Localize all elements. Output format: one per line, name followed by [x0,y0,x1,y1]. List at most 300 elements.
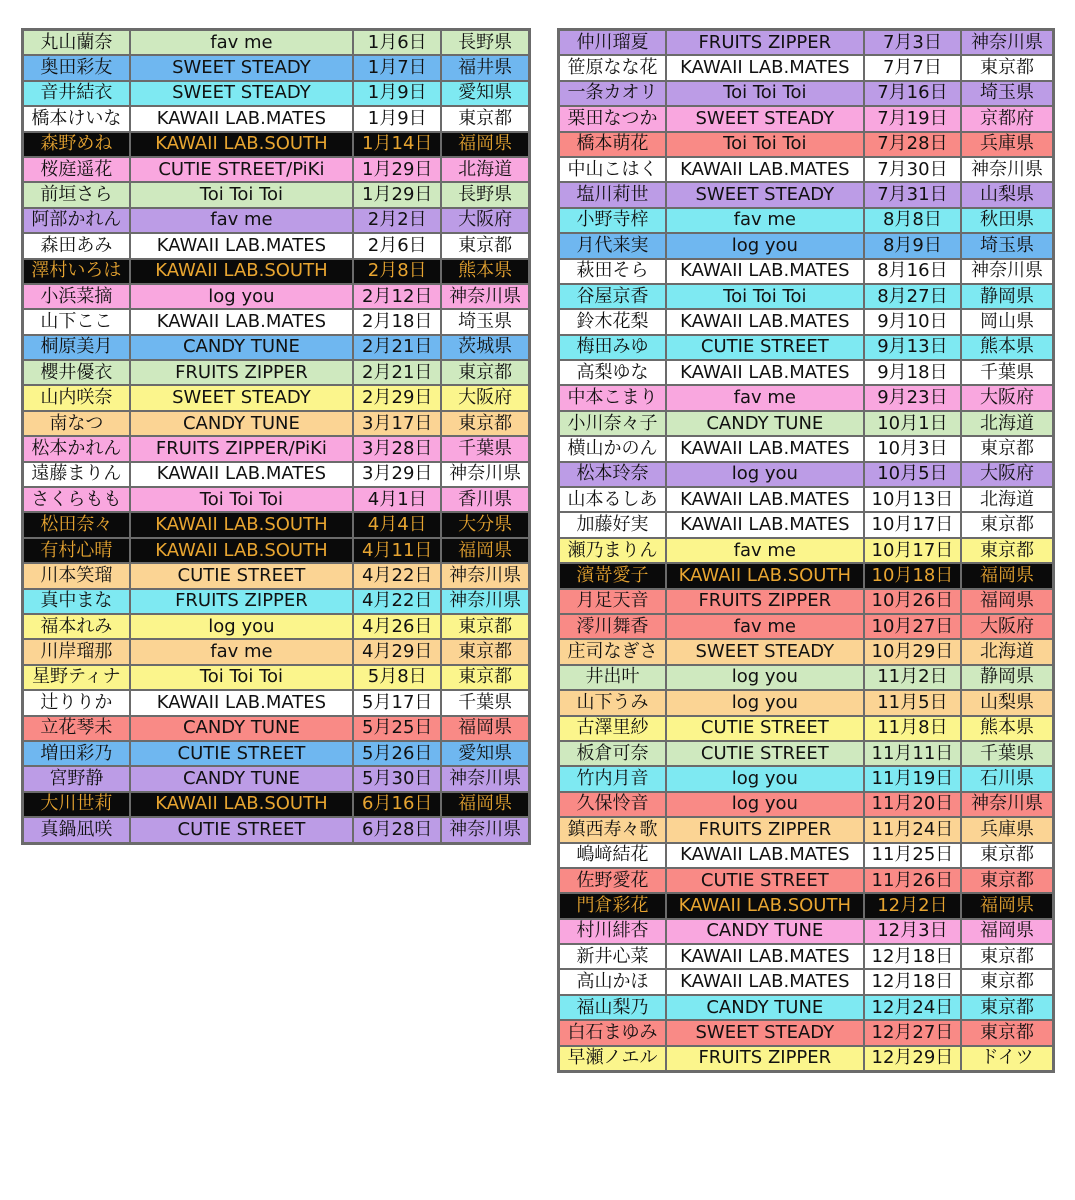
birthday-table-right [557,28,1055,1073]
birthday-cell: 7月16日 [864,81,961,106]
member-name-cell: 丸山蘭奈 [23,30,130,56]
table-row [559,512,1054,537]
table-row [559,385,1054,410]
birthday-cell: 11月19日 [864,766,961,791]
table-row [559,741,1054,766]
group-cell: CUTIE STREET [130,563,353,588]
prefecture-cell: 福岡県 [441,792,529,817]
member-name-cell: 松本かれん [23,436,130,461]
group-cell: KAWAII LAB.MATES [666,55,864,80]
prefecture-cell: 千葉県 [441,436,529,461]
birthday-cell: 5月25日 [353,716,441,741]
birthday-cell: 12月2日 [864,893,961,918]
table-row [23,30,530,56]
birthday-cell: 11月8日 [864,716,961,741]
prefecture-cell: 神奈川県 [441,766,529,791]
birthday-cell: 2月12日 [353,284,441,309]
group-cell: SWEET STEADY [666,639,864,664]
prefecture-cell: 大阪府 [441,385,529,410]
birthday-cell: 11月20日 [864,792,961,817]
prefecture-cell: 兵庫県 [961,817,1053,842]
member-name-cell: 山下うみ [559,690,666,715]
birthday-cell: 9月18日 [864,360,961,385]
table-row [23,639,530,664]
member-name-cell: 大川世莉 [23,792,130,817]
birthday-cell: 4月11日 [353,538,441,563]
member-name-cell: 奥田彩友 [23,55,130,80]
table-row [559,690,1054,715]
group-cell: fav me [666,208,864,233]
member-name-cell: 久保怜音 [559,792,666,817]
group-cell: log you [666,665,864,690]
group-cell: CUTIE STREET [666,741,864,766]
prefecture-cell: 香川県 [441,487,529,512]
group-cell: KAWAII LAB.MATES [666,944,864,969]
group-cell: SWEET STEADY [130,385,353,410]
member-name-cell: 月代来実 [559,233,666,258]
group-cell: Toi Toi Toi [666,132,864,157]
prefecture-cell: 東京都 [441,411,529,436]
table-row [23,538,530,563]
group-cell: KAWAII LAB.MATES [666,436,864,461]
birthday-cell: 10月29日 [864,639,961,664]
birthday-cell: 7月7日 [864,55,961,80]
birthday-cell: 11月24日 [864,817,961,842]
prefecture-cell: 神奈川県 [441,817,529,843]
birthday-cell: 8月16日 [864,259,961,284]
group-cell: log you [666,766,864,791]
table-row [23,512,530,537]
table-row [559,995,1054,1020]
prefecture-cell: 神奈川県 [961,792,1053,817]
prefecture-cell: 福岡県 [441,716,529,741]
birthday-cell: 10月17日 [864,512,961,537]
table-row [559,665,1054,690]
group-cell: SWEET STEADY [666,1020,864,1045]
prefecture-cell: 京都府 [961,106,1053,131]
group-cell: FRUITS ZIPPER [666,1046,864,1072]
prefecture-cell: 東京都 [961,843,1053,868]
prefecture-cell: 山梨県 [961,690,1053,715]
birthday-cell: 1月6日 [353,30,441,56]
table-row [23,360,530,385]
birthday-cell: 5月8日 [353,665,441,690]
member-name-cell: 新井心菜 [559,944,666,969]
member-name-cell: 小川奈々子 [559,411,666,436]
table-row [23,436,530,461]
member-name-cell: 澪川舞香 [559,614,666,639]
member-name-cell: 瀬乃まりん [559,538,666,563]
table-row [23,614,530,639]
member-name-cell: 濱嵜愛子 [559,563,666,588]
member-name-cell: 白石まゆみ [559,1020,666,1045]
prefecture-cell: ドイツ [961,1046,1053,1072]
prefecture-cell: 大阪府 [961,462,1053,487]
birthday-cell: 10月27日 [864,614,961,639]
member-name-cell: 小野寺梓 [559,208,666,233]
prefecture-cell: 兵庫県 [961,132,1053,157]
table-row [23,690,530,715]
group-cell: FRUITS ZIPPER [130,360,353,385]
group-cell: log you [666,233,864,258]
prefecture-cell: 大阪府 [961,385,1053,410]
birthday-cell: 10月5日 [864,462,961,487]
member-name-cell: 山内咲奈 [23,385,130,410]
table-row [559,436,1054,461]
prefecture-cell: 熊本県 [961,716,1053,741]
group-cell: fav me [130,208,353,233]
group-cell: fav me [666,614,864,639]
group-cell: log you [130,614,353,639]
group-cell: log you [130,284,353,309]
table-row [559,1046,1054,1072]
member-name-cell: 中山こはく [559,157,666,182]
prefecture-cell: 福岡県 [961,563,1053,588]
table-row [23,284,530,309]
birthday-cell: 3月28日 [353,436,441,461]
group-cell: KAWAII LAB.SOUTH [130,132,353,157]
table-row [559,411,1054,436]
group-cell: CANDY TUNE [666,411,864,436]
prefecture-cell: 福岡県 [961,589,1053,614]
birthday-cell: 1月9日 [353,106,441,131]
table-row [23,766,530,791]
birthday-cell: 8月27日 [864,284,961,309]
member-name-cell: 森野めね [23,132,130,157]
birthday-cell: 1月14日 [353,132,441,157]
group-cell: log you [666,462,864,487]
table-row [23,259,530,284]
table-row [559,766,1054,791]
prefecture-cell: 東京都 [961,1020,1053,1045]
table-row [559,81,1054,106]
group-cell: KAWAII LAB.SOUTH [130,538,353,563]
prefecture-cell: 千葉県 [961,741,1053,766]
group-cell: CANDY TUNE [666,995,864,1020]
group-cell: Toi Toi Toi [130,487,353,512]
prefecture-cell: 福井県 [441,55,529,80]
prefecture-cell: 東京都 [961,944,1053,969]
member-name-cell: 櫻井優衣 [23,360,130,385]
birthday-cell: 1月29日 [353,182,441,207]
table-row [23,817,530,843]
prefecture-cell: 福岡県 [961,919,1053,944]
prefecture-cell: 東京都 [961,995,1053,1020]
member-name-cell: 川本笑瑠 [23,563,130,588]
table-row [559,106,1054,131]
member-name-cell: 福山梨乃 [559,995,666,1020]
prefecture-cell: 東京都 [961,436,1053,461]
member-name-cell: 梅田みゆ [559,335,666,360]
birthday-cell: 7月31日 [864,182,961,207]
table-row [23,233,530,258]
member-name-cell: 一条カオリ [559,81,666,106]
table-row [559,487,1054,512]
table-row [23,208,530,233]
table-row [559,309,1054,334]
group-cell: KAWAII LAB.SOUTH [666,893,864,918]
table-row [23,132,530,157]
member-name-cell: 立花琴未 [23,716,130,741]
table-row [559,843,1054,868]
group-cell: KAWAII LAB.MATES [666,843,864,868]
table-row [559,1020,1054,1045]
table-row [559,893,1054,918]
group-cell: log you [666,792,864,817]
birthday-cell: 5月26日 [353,741,441,766]
birthday-cell: 11月5日 [864,690,961,715]
table-row [559,284,1054,309]
table-row [559,563,1054,588]
group-cell: KAWAII LAB.MATES [666,512,864,537]
table-row [559,716,1054,741]
member-name-cell: 南なつ [23,411,130,436]
table-row [23,589,530,614]
prefecture-cell: 愛知県 [441,741,529,766]
table-row [23,411,530,436]
prefecture-cell: 埼玉県 [961,233,1053,258]
prefecture-cell: 福岡県 [961,893,1053,918]
prefecture-cell: 北海道 [441,157,529,182]
group-cell: KAWAII LAB.MATES [666,969,864,994]
prefecture-cell: 東京都 [441,233,529,258]
birthday-cell: 2月8日 [353,259,441,284]
group-cell: FRUITS ZIPPER/PiKi [130,436,353,461]
prefecture-cell: 神奈川県 [441,589,529,614]
birthday-cell: 7月30日 [864,157,961,182]
prefecture-cell: 東京都 [961,55,1053,80]
member-name-cell: 遠藤まりん [23,462,130,487]
prefecture-cell: 熊本県 [441,259,529,284]
group-cell: CANDY TUNE [130,766,353,791]
member-name-cell: さくらもも [23,487,130,512]
birthday-cell: 10月26日 [864,589,961,614]
birthday-cell: 2月21日 [353,335,441,360]
prefecture-cell: 東京都 [441,106,529,131]
table-row [23,563,530,588]
birthday-cell: 6月16日 [353,792,441,817]
prefecture-cell: 千葉県 [441,690,529,715]
birthday-cell: 8月8日 [864,208,961,233]
table-row [559,944,1054,969]
table-row [559,157,1054,182]
group-cell: Toi Toi Toi [666,284,864,309]
birthday-cell: 7月28日 [864,132,961,157]
prefecture-cell: 埼玉県 [961,81,1053,106]
group-cell: SWEET STEADY [666,106,864,131]
birthday-cell: 12月3日 [864,919,961,944]
prefecture-cell: 東京都 [441,665,529,690]
table-row [23,385,530,410]
member-name-cell: 真中まな [23,589,130,614]
group-cell: FRUITS ZIPPER [666,589,864,614]
member-name-cell: 福本れみ [23,614,130,639]
group-cell: SWEET STEADY [130,55,353,80]
group-cell: SWEET STEADY [130,81,353,106]
group-cell: KAWAII LAB.MATES [666,309,864,334]
group-cell: Toi Toi Toi [666,81,864,106]
member-name-cell: 森田あみ [23,233,130,258]
group-cell: KAWAII LAB.MATES [130,233,353,258]
birthday-cell: 12月24日 [864,995,961,1020]
birthday-cell: 7月3日 [864,30,961,56]
left-table-body [23,30,530,844]
group-cell: FRUITS ZIPPER [666,30,864,56]
group-cell: KAWAII LAB.MATES [666,157,864,182]
prefecture-cell: 長野県 [441,30,529,56]
group-cell: CUTIE STREET [130,817,353,843]
member-name-cell: 古澤里紗 [559,716,666,741]
group-cell: KAWAII LAB.MATES [130,690,353,715]
table-row [23,157,530,182]
birthday-cell: 1月9日 [353,81,441,106]
member-name-cell: 前垣さら [23,182,130,207]
member-name-cell: 阿部かれん [23,208,130,233]
birthday-cell: 2月2日 [353,208,441,233]
prefecture-cell: 神奈川県 [961,30,1053,56]
prefecture-cell: 北海道 [961,411,1053,436]
birthday-cell: 10月3日 [864,436,961,461]
birthday-cell: 11月25日 [864,843,961,868]
group-cell: KAWAII LAB.MATES [666,487,864,512]
birthday-cell: 9月13日 [864,335,961,360]
birthday-cell: 12月29日 [864,1046,961,1072]
member-name-cell: 栗田なつか [559,106,666,131]
member-name-cell: 桐原美月 [23,335,130,360]
birthday-cell: 2月29日 [353,385,441,410]
group-cell: Toi Toi Toi [130,665,353,690]
member-name-cell: 橋本けいな [23,106,130,131]
birthday-cell: 2月6日 [353,233,441,258]
member-name-cell: 庄司なぎさ [559,639,666,664]
prefecture-cell: 石川県 [961,766,1053,791]
prefecture-cell: 北海道 [961,487,1053,512]
prefecture-cell: 福岡県 [441,538,529,563]
birthday-cell: 10月1日 [864,411,961,436]
group-cell: FRUITS ZIPPER [666,817,864,842]
group-cell: SWEET STEADY [666,182,864,207]
member-name-cell: 小浜菜摘 [23,284,130,309]
table-row [23,487,530,512]
table-row [23,462,530,487]
prefecture-cell: 神奈川県 [441,284,529,309]
group-cell: CUTIE STREET [666,335,864,360]
member-name-cell: 鎮西寿々歌 [559,817,666,842]
birthday-cell: 9月10日 [864,309,961,334]
birthday-cell: 8月9日 [864,233,961,258]
prefecture-cell: 東京都 [961,512,1053,537]
prefecture-cell: 神奈川県 [441,462,529,487]
member-name-cell: 有村心晴 [23,538,130,563]
member-name-cell: 笹原なな花 [559,55,666,80]
group-cell: KAWAII LAB.SOUTH [666,563,864,588]
group-cell: fav me [130,639,353,664]
birthday-cell: 9月23日 [864,385,961,410]
group-cell: FRUITS ZIPPER [130,589,353,614]
prefecture-cell: 大阪府 [961,614,1053,639]
prefecture-cell: 茨城県 [441,335,529,360]
birthday-cell: 1月29日 [353,157,441,182]
table-row [559,55,1054,80]
birthday-cell: 12月18日 [864,944,961,969]
prefecture-cell: 東京都 [961,538,1053,563]
group-cell: CUTIE STREET [666,868,864,893]
table-row [559,639,1054,664]
table-row [23,182,530,207]
birthday-cell: 10月18日 [864,563,961,588]
member-name-cell: 月足天音 [559,589,666,614]
table-row [559,868,1054,893]
member-name-cell: 早瀬ノエル [559,1046,666,1072]
birthday-cell: 1月7日 [353,55,441,80]
group-cell: KAWAII LAB.MATES [130,309,353,334]
birthday-cell: 2月21日 [353,360,441,385]
table-row [559,259,1054,284]
prefecture-cell: 山梨県 [961,182,1053,207]
table-row [559,462,1054,487]
member-name-cell: 増田彩乃 [23,741,130,766]
member-name-cell: 萩田そら [559,259,666,284]
prefecture-cell: 東京都 [961,969,1053,994]
table-row [559,792,1054,817]
birthday-cell: 10月13日 [864,487,961,512]
group-cell: CUTIE STREET/PiKi [130,157,353,182]
birthday-cell: 4月22日 [353,563,441,588]
member-name-cell: 鈴木花梨 [559,309,666,334]
member-name-cell: 横山かのん [559,436,666,461]
table-row [559,589,1054,614]
table-row [23,335,530,360]
group-cell: KAWAII LAB.MATES [130,462,353,487]
prefecture-cell: 静岡県 [961,665,1053,690]
birthday-cell: 10月17日 [864,538,961,563]
group-cell: KAWAII LAB.MATES [666,360,864,385]
group-cell: CUTIE STREET [666,716,864,741]
prefecture-cell: 大分県 [441,512,529,537]
prefecture-cell: 長野県 [441,182,529,207]
birthday-cell: 11月2日 [864,665,961,690]
group-cell: fav me [666,538,864,563]
member-name-cell: 塩川莉世 [559,182,666,207]
table-row [23,741,530,766]
member-name-cell: 門倉彩花 [559,893,666,918]
prefecture-cell: 大阪府 [441,208,529,233]
table-row [559,817,1054,842]
member-name-cell: 中本こまり [559,385,666,410]
prefecture-cell: 東京都 [441,360,529,385]
group-cell: KAWAII LAB.MATES [666,259,864,284]
birthday-cell: 4月4日 [353,512,441,537]
table-row [559,335,1054,360]
group-cell: Toi Toi Toi [130,182,353,207]
table-row [23,665,530,690]
member-name-cell: 音井結衣 [23,81,130,106]
birthday-cell: 3月17日 [353,411,441,436]
birthday-cell: 3月29日 [353,462,441,487]
prefecture-cell: 熊本県 [961,335,1053,360]
member-name-cell: 澤村いろは [23,259,130,284]
member-name-cell: 佐野愛花 [559,868,666,893]
birthday-cell: 4月26日 [353,614,441,639]
table-row [23,81,530,106]
group-cell: CANDY TUNE [666,919,864,944]
prefecture-cell: 岡山県 [961,309,1053,334]
table-row [559,969,1054,994]
table-row [559,182,1054,207]
table-row [559,538,1054,563]
member-name-cell: 嶋﨑結花 [559,843,666,868]
table-row [559,132,1054,157]
